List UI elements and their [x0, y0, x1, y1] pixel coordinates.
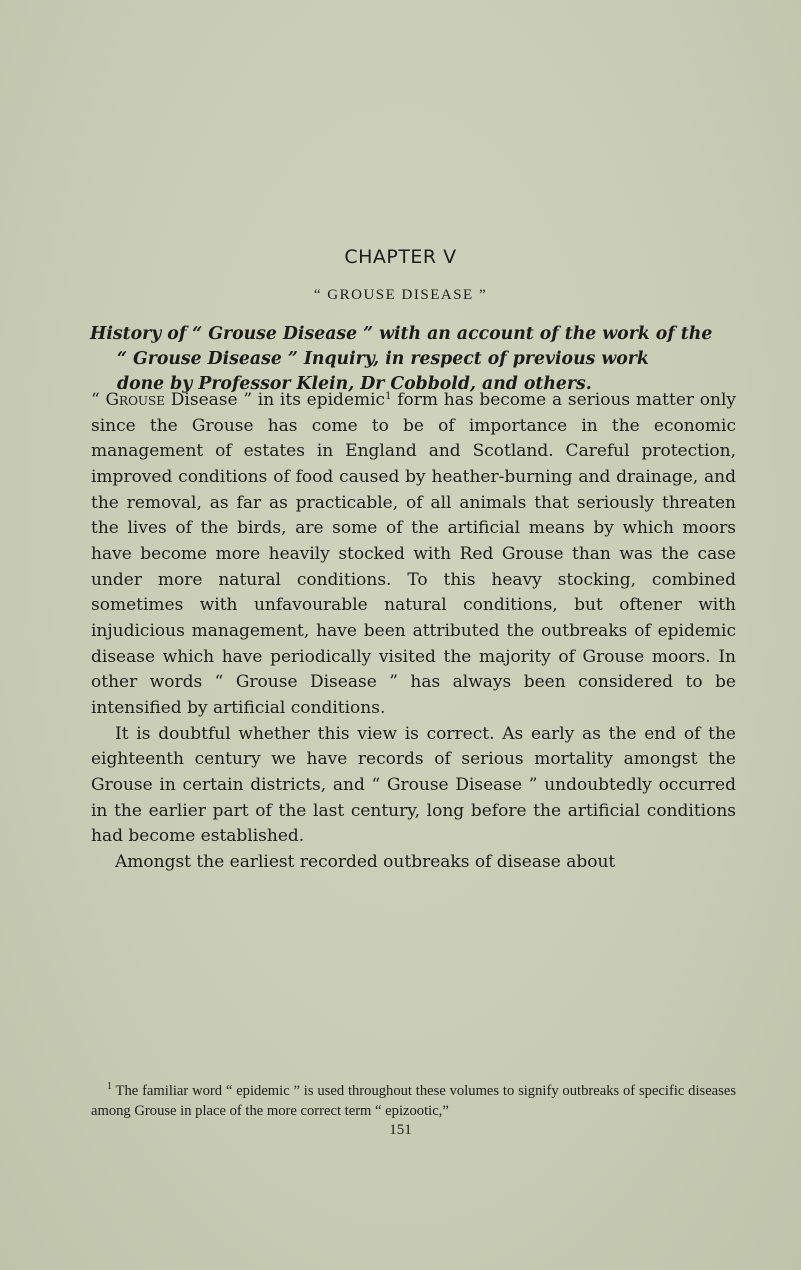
chapter-synopsis	[90, 322, 740, 397]
synopsis-line-2: “ Grouse Disease ” Inquiry, in respect of previous work	[117, 349, 649, 369]
paragraph-1-lead: “ Grouse	[91, 390, 166, 410]
paragraph-3: Amongst the earliest recorded outbreaks of disease about	[115, 851, 616, 872]
paragraph-1-after-lead: Disease ” in its epidemic	[165, 390, 386, 410]
paragraph-1-rest: form has become a serious matter only since the Grouse has come to be of importance in the economic management of estates in England and Scotland. Careful protection, improved conditions of food caused by heather-burning and drainage, and the removal, as far as practicable, of all animals that seriously threaten the lives of the birds, are some of the artificial means by which moors have become more heavily stocked with Red Grouse than was the case under more natural conditions. To this heavy stocking, combined sometimes with unfavourable natural conditions, but oftener with injudicious management, have been attributed the outbreaks of epidemic disease which have periodically visited the majority of Grouse moors. In other words “ Grouse Disease ” has always been considered to be intensified by artificial conditions.	[91, 390, 737, 718]
chapter-title: CHAPTER V	[344, 246, 457, 268]
paragraph-1	[91, 388, 736, 722]
synopsis-line-1: History of “ Grouse Disease ” with an account of the work of the	[90, 324, 713, 344]
paragraph-2: It is doubtful whether this view is correct. As early as the end of the eighteenth century we have records of serious mortality amongst the Grouse in certain districts, and “ Grouse Disease ” undoubtedly occurred in the earlier part of the last century, long before the artificial conditions had become established.	[91, 723, 736, 847]
body-text	[91, 388, 736, 875]
footnote-reference: 1	[385, 391, 392, 402]
footnote-mark: 1	[107, 1081, 112, 1092]
synopsis-line-3: done by Professor Klein, Dr Cobbold, and others.	[117, 374, 592, 394]
footnote-text: The familiar word “ epidemic ” is used throughout these volumes to signify outbreaks of specific diseases among Grouse in place of the more correct term “ epizootic,”	[91, 1083, 736, 1119]
footnote	[91, 1081, 736, 1121]
page-number: 151	[389, 1122, 412, 1138]
chapter-subtitle: “ GROUSE DISEASE ”	[313, 287, 488, 303]
